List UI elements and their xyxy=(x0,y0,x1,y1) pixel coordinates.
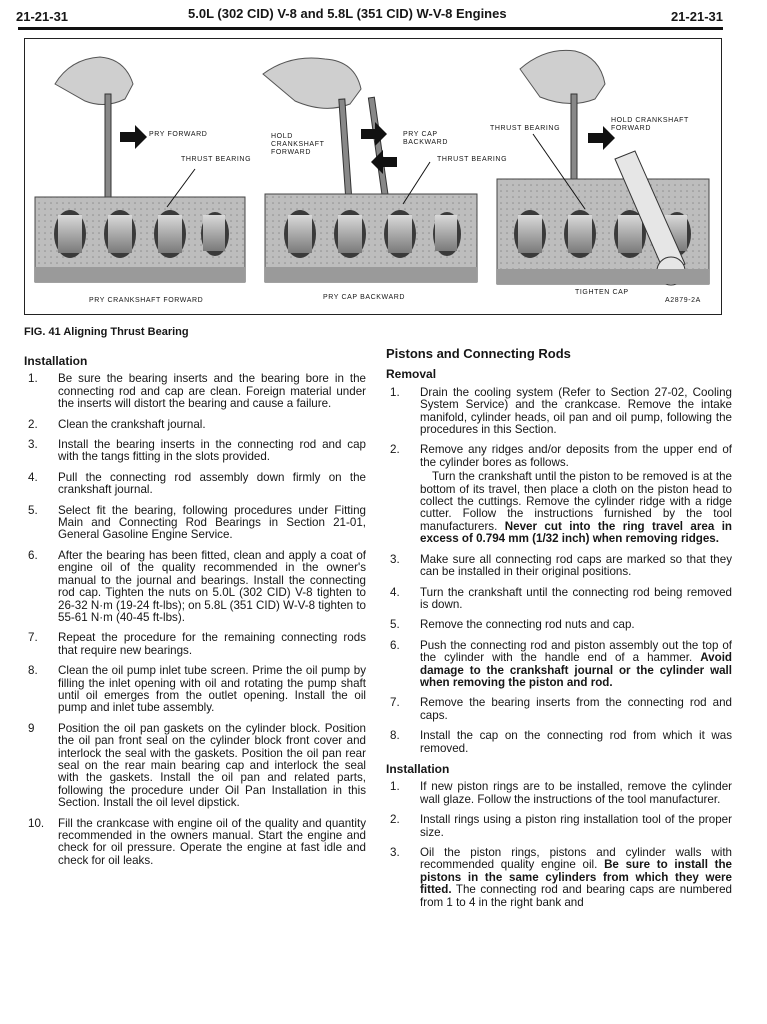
step-number: 7. xyxy=(390,696,400,710)
step-number: 6. xyxy=(390,638,400,652)
step-text: Remove the bearing inserts from the connecting rod and caps. xyxy=(420,696,732,722)
step-text: Remove the connecting rod nuts and cap. xyxy=(420,618,635,632)
installation-step xyxy=(386,814,732,839)
step-number: 5. xyxy=(28,503,38,517)
installation-steps xyxy=(24,373,366,867)
step-text: Be sure the bearing inserts and the bearing bore in the connecting rod and cap are clean. Foreign material under the inserts will distort the bearing and cause a failure. xyxy=(58,372,366,411)
step-number: 1. xyxy=(28,372,38,386)
removal-step xyxy=(386,387,732,437)
step-number: 1. xyxy=(390,385,400,399)
warning-text: Avoid damage to the crankshaft journal or the cylinder wall when removing the piston and rod. xyxy=(420,651,732,689)
panel-pry-crankshaft-forward xyxy=(35,57,245,282)
installation-step xyxy=(24,665,366,715)
section-heading: Pistons and Connecting Rods xyxy=(386,346,571,361)
installation-step xyxy=(24,632,366,657)
panel-tighten-cap xyxy=(497,50,709,285)
step-number: 2. xyxy=(390,813,400,827)
panel-pry-cap-backward xyxy=(263,58,477,282)
step-number: 8. xyxy=(28,664,38,678)
label-thrust-bearing-2: THRUST BEARING xyxy=(437,156,508,163)
label-thrust-bearing-3: THRUST BEARING xyxy=(490,125,561,132)
label-thrust-bearing-1: THRUST BEARING xyxy=(181,156,252,163)
page-number-left: 21-21-31 xyxy=(16,9,69,24)
step-number: 1. xyxy=(390,780,400,794)
step-number: 8. xyxy=(390,729,400,743)
paragraph-text: Turn the crankshaft until the piston to be removed is at the bottom of its travel, then place a cloth on the piston head to collect the cuttings. Remove the cylinder ridge with a ridge cutter. Follow the instructions furnished by the tool manufacturers. xyxy=(420,470,732,533)
installation-step xyxy=(24,472,366,497)
installation-step xyxy=(24,373,366,410)
page-number-right: 21-21-31 xyxy=(670,9,723,24)
step-number: 3. xyxy=(390,552,400,566)
step-number: 2. xyxy=(28,417,38,431)
step-number: 6. xyxy=(28,548,38,562)
label-ref-code: A2879-2A xyxy=(665,297,701,304)
step-text: Oil the piston rings, pistons and cylinder walls with recommended quality engine oil. xyxy=(420,846,732,872)
step-text: The connecting rod and bearing caps are numbered from 1 to 4 in the right bank and xyxy=(420,883,732,909)
step-text: Install rings using a piston ring installation tool of the proper size. xyxy=(420,813,732,839)
figure-aligning-thrust-bearing xyxy=(24,38,722,315)
installation-heading: Installation xyxy=(24,354,88,368)
removal-step xyxy=(386,619,732,631)
removal-heading: Removal xyxy=(386,367,437,382)
removal-step xyxy=(386,444,732,469)
step-number: 2. xyxy=(390,443,400,457)
installation-step xyxy=(24,439,366,464)
removal-step xyxy=(386,730,732,755)
label-pry-forward: PRY FORWARD xyxy=(149,131,208,138)
label-pry-cap-backward-1: PRY CAP BACKWARD xyxy=(403,131,448,146)
installation-step xyxy=(24,419,366,431)
right-column xyxy=(386,348,732,917)
installation-step xyxy=(24,818,366,868)
step-text: Remove any ridges and/or deposits from the upper end of the cylinder bores as follows. xyxy=(420,443,732,469)
step-number: 5. xyxy=(390,618,400,632)
removal-step xyxy=(386,640,732,690)
step-number: 9 xyxy=(28,721,35,735)
ridge-procedure-paragraph xyxy=(386,471,732,545)
step-text: Repeat the procedure for the remaining connecting rods that require new bearings. xyxy=(58,631,366,657)
header-rule xyxy=(18,27,723,30)
step-number: 3. xyxy=(28,438,38,452)
step-text: Push the connecting rod and piston assembly out the top of the cylinder with the handle end of a hammer. xyxy=(420,638,732,665)
installation-step xyxy=(386,847,732,909)
step-text: Clean the crankshaft journal. xyxy=(58,417,206,431)
step-text: Position the oil pan gaskets on the cylinder block. Position the oil pan front seal on the cylinder block front cover and interlock the seal with the gaskets. Position the oil pan rear seal on the rear main bearing cap and interlock the seal with the gaskets. Install the oil pan and related parts, following the procedure under Oil Pan Installation in this Section. Install the oil level dipstick. xyxy=(58,721,366,810)
page-title: 5.0L (302 CID) V-8 and 5.8L (351 CID) W-V-8 Engines xyxy=(188,6,507,21)
label-pry-cap-backward-2: PRY CAP BACKWARD xyxy=(323,294,406,301)
step-text: Select fit the bearing, following procedures under Fitting Main and Connecting Rod Bearings in Section 21-01, General Gasoline Engine Service. xyxy=(58,503,366,542)
step-number: 3. xyxy=(390,846,400,859)
figure-illustration xyxy=(25,39,721,314)
step-text: Install the cap on the connecting rod from which it was removed. xyxy=(420,729,732,755)
warning-text: Never cut into the ring travel area in excess of 0.794 mm (1/32 inch) when removing ridges. xyxy=(420,519,732,546)
warning-text: Be sure to install the pistons in the same cylinders from which they were fitted. xyxy=(420,858,732,897)
step-text: Fill the crankcase with engine oil of the quality and quantity recommended in the owners manual. Start the engine and check for oil pressure. Operate the engine at fast idle and check for oil leaks. xyxy=(58,816,366,867)
step-number: 4. xyxy=(390,585,400,599)
installation-step xyxy=(24,550,366,624)
removal-step xyxy=(386,697,732,722)
removal-step xyxy=(386,554,732,579)
installation-heading: Installation xyxy=(386,761,450,776)
label-tighten-cap: TIGHTEN CAP xyxy=(575,289,629,296)
step-text: After the bearing has been fitted, clean and apply a coat of engine oil of the quality recommended in the owner's manual to the journal and bearings. Install the connecting rod cap. Tighten the nuts on 5.0L (302 CID) V-8 tighten to 26-32 N·m (19-24 ft-lbs); on 5.8L (351 CID) W-V-8 tighten to 55-61 N·m (40-45 ft-lbs). xyxy=(58,548,367,624)
step-text: Install the bearing inserts in the connecting rod and cap with the tangs fitting in the slots provided. xyxy=(58,438,366,464)
step-text: Turn the crankshaft until the connecting rod being removed is down. xyxy=(420,585,732,611)
label-hold-crankshaft-forward-1: HOLD CRANKSHAFT FORWARD xyxy=(271,133,325,156)
page-header xyxy=(12,0,723,32)
left-column xyxy=(24,355,366,875)
step-number: 10. xyxy=(28,816,45,830)
label-hold-crankshaft-forward-2: HOLD CRANKSHAFT FORWARD xyxy=(611,117,689,132)
installation-step xyxy=(386,781,732,806)
installation-step xyxy=(24,505,366,542)
label-pry-crankshaft-forward: PRY CRANKSHAFT FORWARD xyxy=(89,297,204,304)
step-text: Make sure all connecting rod caps are marked so that they can be installed in their original positions. xyxy=(420,552,732,579)
figure-caption: FIG. 41 Aligning Thrust Bearing xyxy=(24,326,189,338)
arrow-forward-icon xyxy=(120,125,147,149)
installation-step xyxy=(24,723,366,810)
removal-step xyxy=(386,587,732,612)
step-text: Pull the connecting rod assembly down firmly on the crankshaft journal. xyxy=(58,470,366,497)
step-text: If new piston rings are to be installed, remove the cylinder wall glaze. Follow the instructions of the tool manufacturer. xyxy=(420,780,732,806)
step-number: 7. xyxy=(28,631,38,645)
step-text: Clean the oil pump inlet tube screen. Prime the oil pump by filling the inlet opening with oil and rotating the pump shaft until oil emerges from the outlet opening. Install the oil pump and inlet tube assembly. xyxy=(58,664,366,715)
step-text: Drain the cooling system (Refer to Section 27-02, Cooling System Service) and the crankcase. Remove the intake manifold, cylinder heads, oil pan and oil pump, following the procedures in this Section. xyxy=(420,385,732,437)
step-number: 4. xyxy=(28,470,38,484)
